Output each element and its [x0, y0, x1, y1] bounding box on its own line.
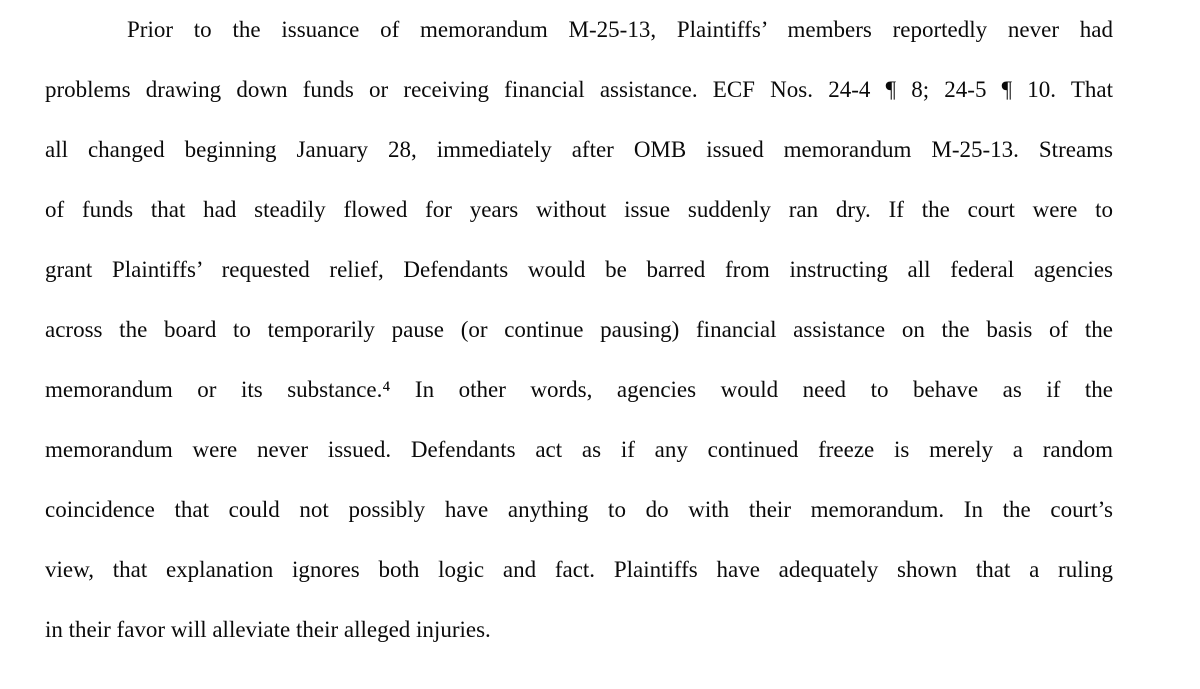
paragraph-line: in their favor will alleviate their alleged injuries. [45, 617, 491, 642]
paragraph-line: of funds that had steadily flowed for years without issue suddenly ran dry. If the court were to [45, 197, 1113, 222]
paragraph-line: coincidence that could not possibly have anything to do with their memorandum. In the court’s [45, 497, 1113, 522]
paragraph-line: Prior to the issuance of memorandum M-25-13, Plaintiffs’ members reportedly never had [127, 17, 1113, 42]
paragraph-line-with-footnote-marker: memorandum or its substance.⁴ In other words, agencies would need to behave as if the [45, 377, 1113, 402]
paragraph-line: problems drawing down funds or receiving financial assistance. ECF Nos. 24-4 ¶ 8; 24-5 ¶ 10. That [45, 77, 1113, 102]
paragraph-line: all changed beginning January 28, immediately after OMB issued memorandum M-25-13. Streams [45, 137, 1113, 162]
paragraph-line: view, that explanation ignores both logic and fact. Plaintiffs have adequately shown that a ruling [45, 557, 1113, 582]
paragraph-line: across the board to temporarily pause (or continue pausing) financial assistance on the basis of the [45, 317, 1113, 342]
document-page [45, 0, 1113, 660]
paragraph-line: grant Plaintiffs’ requested relief, Defendants would be barred from instructing all federal agencies [45, 257, 1113, 282]
paragraph-line: memorandum were never issued. Defendants act as if any continued freeze is merely a random [45, 437, 1113, 462]
